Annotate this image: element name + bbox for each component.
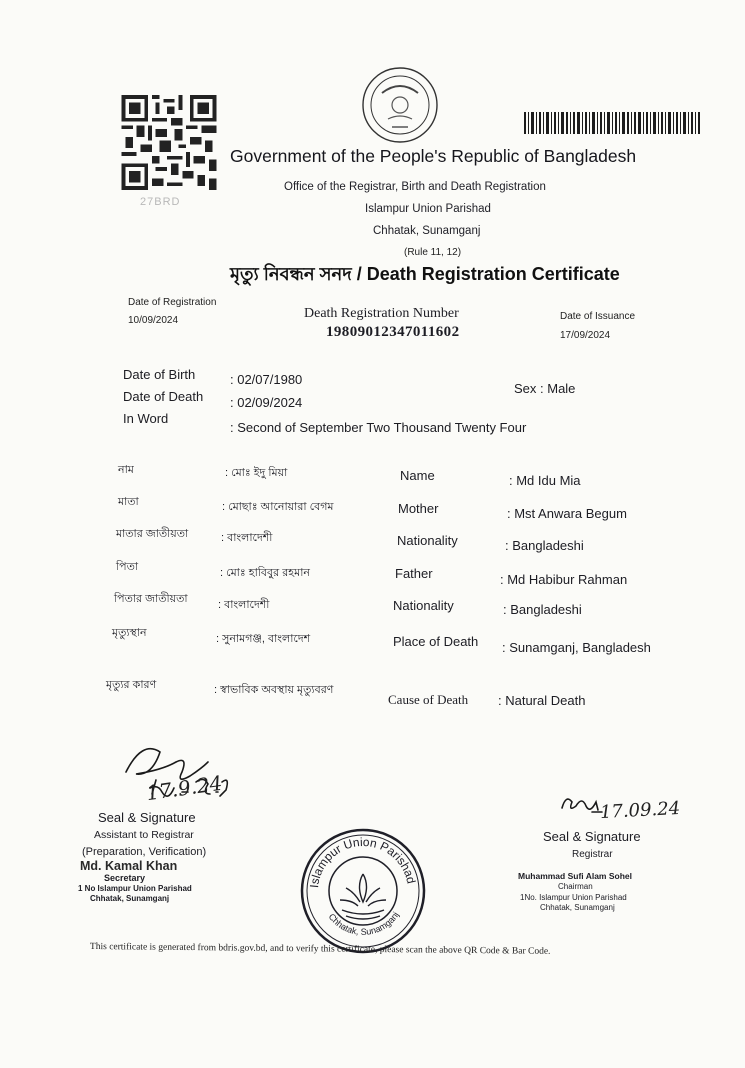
barcode bbox=[524, 112, 700, 134]
assistant-seal-signature-label: Seal & Signature bbox=[98, 810, 196, 825]
registrar-place-stamp: Chhatak, Sunamganj bbox=[540, 903, 615, 912]
mother-nationality-value: : Bangladeshi bbox=[505, 538, 584, 553]
registration-date-label: Date of Registration bbox=[128, 297, 217, 308]
registrar-signature-date: 17.09.24 bbox=[599, 797, 681, 824]
government-emblem-icon bbox=[360, 65, 440, 145]
cause-of-death-value: : Natural Death bbox=[498, 693, 586, 708]
registration-number-label: Death Registration Number bbox=[304, 306, 459, 321]
mother-nationality-bn-label: মাতার জাতীয়তা bbox=[116, 528, 189, 540]
qr-caption: 27BRD bbox=[140, 196, 181, 208]
certificate-title: মৃত্যু নিবন্ধন সনদ / Death Registration Certificate bbox=[230, 264, 620, 284]
registration-date-value: 10/09/2024 bbox=[128, 315, 179, 326]
union-heading: Islampur Union Parishad bbox=[365, 203, 491, 215]
place-of-death-value: : Sunamganj, Bangladesh bbox=[502, 640, 651, 655]
issuance-date-value: 17/09/2024 bbox=[560, 330, 611, 341]
registrar-position-stamp: Chairman bbox=[558, 882, 593, 891]
sex-value: Sex : Male bbox=[514, 381, 576, 396]
mother-label: Mother bbox=[398, 501, 439, 516]
mother-nationality-label: Nationality bbox=[397, 533, 458, 548]
place-of-death-bn-label: মৃত্যুস্থান bbox=[112, 627, 147, 639]
verification-footer: This certificate is generated from bdris.gov.bd, and to verify this certificate, please scan the above QR Code & Bar Code. bbox=[89, 942, 551, 957]
issuance-date-label: Date of Issuance bbox=[560, 311, 636, 322]
father-bn-value: : মোঃ হাবিবুর রহমান bbox=[220, 567, 310, 579]
assistant-role: Assistant to Registrar bbox=[94, 829, 194, 841]
father-nationality-value: : Bangladeshi bbox=[503, 602, 582, 617]
mother-bn-label: মাতা bbox=[118, 496, 139, 508]
place-of-death-bn-value: : সুনামগঞ্জ, বাংলাদেশ bbox=[216, 633, 311, 645]
assistant-org-stamp: 1 No Islampur Union Parishad bbox=[78, 884, 192, 893]
registrar-seal-signature-label: Seal & Signature bbox=[543, 829, 641, 844]
in-word-value: : Second of September Two Thousand Twenty Four bbox=[230, 420, 527, 435]
name-bn-value: : মোঃ ইদু মিয়া bbox=[225, 467, 288, 479]
father-value: : Md Habibur Rahman bbox=[500, 572, 628, 587]
seal-top-text: Islampur Union Parishad bbox=[307, 834, 419, 889]
registrar-org-stamp: 1No. Islampur Union Parishad bbox=[520, 893, 627, 902]
death-date-label: Date of Death bbox=[123, 389, 204, 404]
father-bn-label: পিতা bbox=[116, 561, 139, 573]
mother-nationality-bn-value: : বাংলাদেশী bbox=[221, 532, 273, 544]
registration-number-value: 19809012347011602 bbox=[326, 324, 460, 340]
name-value: : Md Idu Mia bbox=[509, 473, 581, 488]
father-nationality-label: Nationality bbox=[393, 598, 454, 613]
cause-of-death-label: Cause of Death bbox=[388, 692, 469, 707]
place-of-death-label: Place of Death bbox=[393, 634, 479, 649]
father-nationality-bn-label: পিতার জাতীয়তা bbox=[114, 593, 188, 605]
assistant-place-stamp: Chhatak, Sunamganj bbox=[90, 894, 170, 903]
mother-bn-value: : মোছাঃ আনোয়ারা বেগম bbox=[222, 501, 334, 513]
mother-value: : Mst Anwara Begum bbox=[507, 506, 627, 521]
father-nationality-bn-value: : বাংলাদেশী bbox=[218, 599, 270, 611]
in-word-label: In Word bbox=[123, 411, 169, 426]
name-label: Name bbox=[400, 468, 435, 483]
cause-of-death-bn-label: মৃত্যুর কারণ bbox=[106, 679, 157, 691]
name-bn-label: নাম bbox=[118, 464, 134, 476]
location-heading: Chhatak, Sunamganj bbox=[373, 225, 481, 237]
birth-date-value: : 02/07/1980 bbox=[230, 372, 303, 387]
government-heading: Government of the People's Republic of Bangladesh bbox=[230, 146, 637, 166]
qr-code bbox=[120, 95, 218, 190]
assistant-signature-date: 17.9.24 bbox=[144, 770, 224, 806]
registrar-name-stamp: Muhammad Sufi Alam Sohel bbox=[518, 871, 632, 881]
seal-bottom-text: Chhatak, Sunamganj bbox=[326, 910, 401, 937]
assistant-position-stamp: Secretary bbox=[104, 873, 146, 883]
registrar-role: Registrar bbox=[572, 849, 613, 860]
union-parishad-seal bbox=[298, 826, 428, 956]
father-label: Father bbox=[395, 566, 433, 581]
office-heading: Office of the Registrar, Birth and Death Registration bbox=[284, 181, 546, 193]
cause-of-death-bn-value: : স্বাভাবিক অবস্থায় মৃত্যুবরণ bbox=[214, 684, 334, 696]
assistant-name-stamp: Md. Kamal Khan bbox=[80, 859, 178, 873]
rule-note: (Rule 11, 12) bbox=[404, 247, 462, 258]
birth-date-label: Date of Birth bbox=[123, 367, 196, 382]
assistant-note: (Preparation, Verification) bbox=[82, 846, 207, 858]
death-date-value: : 02/09/2024 bbox=[230, 395, 303, 410]
